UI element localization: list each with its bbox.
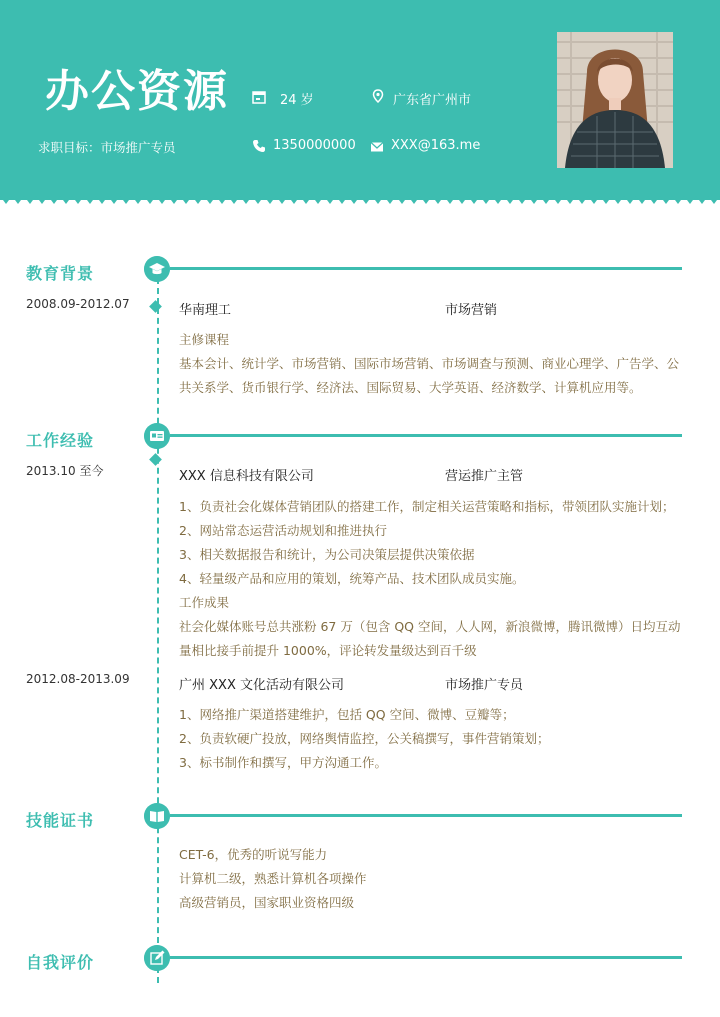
email-address: XXX@163.me — [391, 138, 481, 153]
timeline-line — [157, 268, 159, 983]
timeline-marker — [149, 453, 162, 466]
section-title-skills: 技能证书 — [26, 811, 95, 830]
phone-number: 1350000000 — [273, 138, 356, 153]
text-line: 主修课程 — [179, 332, 230, 347]
section-title-education: 教育背景 — [26, 264, 95, 283]
location-pin-icon — [371, 89, 385, 103]
text-line: 社会化媒体账号总共涨粉 67 万（包含 QQ 空间，人人网，新浪微博，腾讯微博）日均互动 — [179, 619, 681, 634]
text-line: 2、负责软硬广投放，网络舆情监控，公关稿撰写，事件营销策划； — [179, 731, 550, 746]
text-line: 计算机二级，熟悉计算机各项操作 — [179, 871, 367, 886]
job-date: 2012.08-2013.09 — [26, 672, 130, 686]
job-position: 营运推广主管 — [445, 469, 524, 484]
phone-icon — [252, 139, 266, 153]
major-name: 市场营销 — [445, 303, 498, 318]
text-line: 工作成果 — [179, 595, 230, 610]
profile-photo — [557, 32, 673, 168]
text-line: 基本会计、统计学、市场营销、国际市场营销、市场调查与预测、商业心理学、广告学、公 — [179, 356, 680, 371]
text-line: CET-6，优秀的听说写能力 — [179, 847, 328, 862]
text-line: 1、网络推广渠道搭建维护，包括 QQ 空间、微博、豆瓣等； — [179, 707, 515, 722]
company-name: XXX 信息科技有限公司 — [179, 469, 314, 484]
text-line: 4、轻量级产品和应用的策划，统筹产品、技术团队成员实施。 — [179, 571, 525, 586]
id-card-icon — [144, 423, 170, 449]
text-line: 1、负责社会化媒体营销团队的搭建工作，制定相关运营策略和指标，带领团队实施计划； — [179, 499, 675, 514]
job-details — [179, 703, 687, 775]
section-divider — [170, 434, 682, 437]
book-icon — [144, 803, 170, 829]
section-title-self-eval: 自我评价 — [26, 953, 95, 972]
section-title-work: 工作经验 — [26, 431, 95, 450]
section-divider — [170, 956, 682, 959]
school-name: 华南理工 — [179, 303, 232, 318]
text-line: 2、网站常态运营活动规划和推进执行 — [179, 523, 387, 538]
text-line: 共关系学、货币银行学、经济法、国际贸易、大学英语、经济数学、计算机应用等。 — [179, 380, 642, 395]
location-text: 广东省广州市 — [393, 93, 472, 108]
section-divider — [170, 814, 682, 817]
edit-icon — [144, 945, 170, 971]
education-date: 2008.09-2012.07 — [26, 297, 130, 311]
job-position: 市场推广专员 — [445, 678, 524, 693]
job-date: 2013.10 至今 — [26, 464, 104, 478]
company-name: 广州 XXX 文化活动有限公司 — [179, 678, 344, 693]
section-divider — [170, 267, 682, 270]
job-objective: 求职目标：市场推广专员 — [38, 140, 176, 155]
timeline-marker — [149, 300, 162, 313]
education-details — [179, 328, 687, 400]
text-line: 3、标书制作和撰写，甲方沟通工作。 — [179, 755, 387, 770]
age-text: 24 岁 — [280, 93, 314, 108]
text-line: 高级营销员，国家职业资格四级 — [179, 895, 355, 910]
candidate-name: 办公资源 — [45, 66, 229, 117]
email-icon — [370, 140, 384, 154]
skills-details — [179, 843, 687, 915]
text-line: 量相比接手前提升 1000%，评论转发量级达到百千级 — [179, 643, 477, 658]
graduation-cap-icon — [144, 256, 170, 282]
job-details — [179, 495, 687, 663]
text-line: 3、相关数据报告和统计，为公司决策层提供决策依据 — [179, 547, 475, 562]
calendar-icon — [252, 90, 266, 104]
zigzag-border — [0, 196, 720, 206]
